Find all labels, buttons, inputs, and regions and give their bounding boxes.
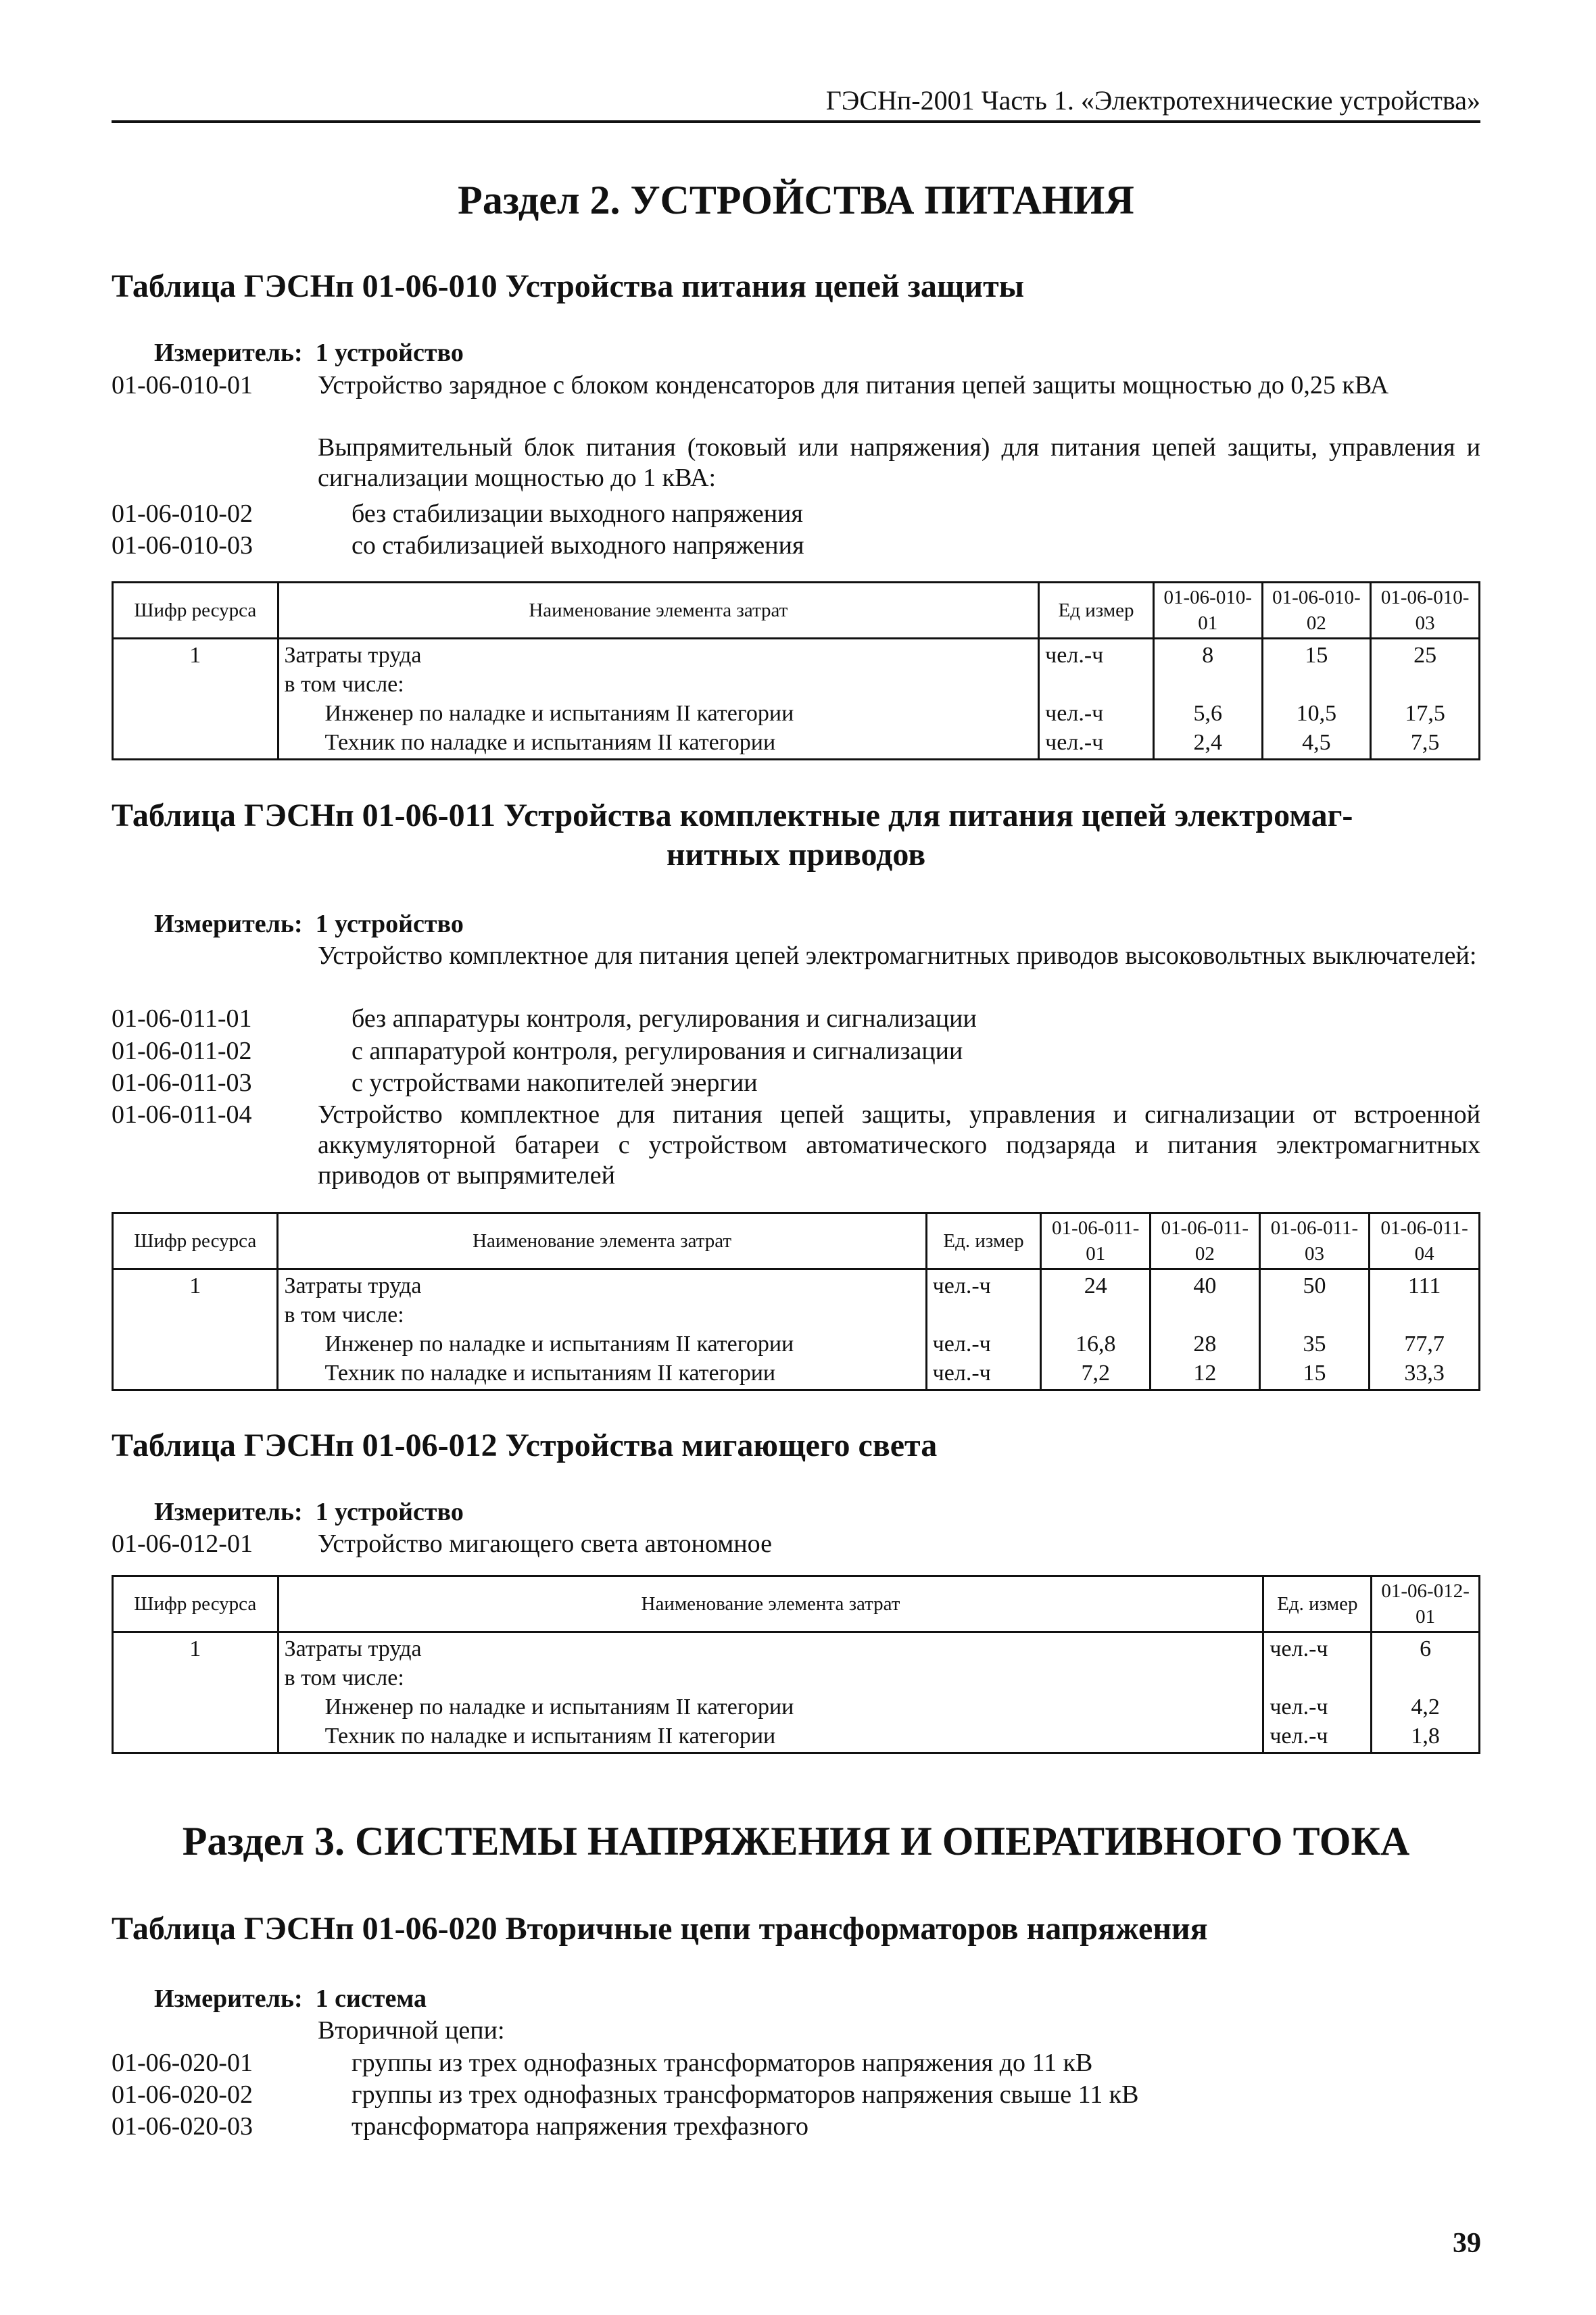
item-text: Устройство комплектное для питания цепей защиты, управления и сигнализации от встроенной аккумуляторной батареи с устройством автоматического подзаряда и питания электромагнитных приводов от выпрямителей — [318, 1100, 1480, 1190]
table-body-row — [113, 1269, 1480, 1390]
item-text: без аппаратуры контроля, регулирования и сигнализации — [352, 1004, 977, 1033]
row-value: 50 — [1303, 1273, 1326, 1298]
item-text: группы из трех однофазных трансформаторов напряжения до 11 кВ — [352, 2049, 1093, 2077]
title-line: Таблица ГЭСНп 01-06-011 Устройства комплектные для питания цепей электромаг- — [112, 798, 1353, 833]
row-name: Затраты труда — [284, 643, 422, 668]
item-code: 01-06-020-01 — [112, 2049, 253, 2077]
table-011-meter — [154, 909, 464, 939]
resource-code: 1 — [113, 1269, 278, 1390]
row-value: 7,5 — [1410, 730, 1440, 755]
table-012-title: Таблица ГЭСНп 01-06-012 Устройства мигающего света — [112, 1428, 938, 1463]
row-name: Техник по наладке и испытаниям II категории — [324, 730, 776, 755]
table-020-title: Таблица ГЭСНп 01-06-020 Вторичные цепи трансформаторов напряжения — [112, 1911, 1208, 1947]
table-010 — [112, 581, 1480, 760]
item-text: со стабилизацией выходного напряжения — [352, 531, 804, 560]
item-code: 01-06-020-03 — [112, 2112, 253, 2141]
row-unit: чел.-ч — [1269, 1636, 1328, 1661]
col-res: Шифр ресурса — [113, 1576, 279, 1632]
col-code: 01-06-011-04 — [1370, 1213, 1480, 1269]
item-code: 01-06-010-01 — [112, 371, 253, 399]
item-code: 01-06-012-01 — [112, 1530, 253, 1558]
row-unit: чел.-ч — [1045, 643, 1104, 668]
values-col — [1151, 1269, 1260, 1390]
resource-code: 1 — [113, 1632, 279, 1753]
col-code: 01-06-011-03 — [1259, 1213, 1370, 1269]
row-name: Инженер по наладке и испытаниям II категории — [324, 1695, 794, 1720]
units — [1039, 639, 1154, 760]
item-text: без стабилизации выходного напряжения — [352, 499, 803, 528]
cost-names — [278, 1632, 1263, 1753]
row-unit — [1269, 1663, 1365, 1692]
table-body-row — [113, 1632, 1480, 1753]
col-name: Наименование элемента затрат — [278, 1213, 926, 1269]
row-unit: чел.-ч — [1045, 701, 1104, 726]
row-value: 33,3 — [1404, 1361, 1445, 1386]
row-name: Техник по наладке и испытаниям II категории — [324, 1724, 776, 1749]
row-value: 5,6 — [1193, 701, 1222, 726]
col-code: 01-06-010-01 — [1153, 583, 1262, 639]
table-header-row — [113, 1213, 1480, 1269]
row-value: 17,5 — [1405, 701, 1445, 726]
row-value: 16,8 — [1075, 1332, 1116, 1357]
table-011 — [112, 1212, 1480, 1391]
meter-label: Измеритель: — [154, 1984, 303, 2013]
header-rule — [112, 120, 1480, 123]
col-code: 01-06-011-01 — [1041, 1213, 1151, 1269]
row-name: в том числе: — [284, 672, 404, 697]
values-col — [1371, 639, 1480, 760]
values-col — [1041, 1269, 1151, 1390]
item-code: 01-06-020-02 — [112, 2080, 253, 2109]
row-name: в том числе: — [284, 1302, 404, 1327]
col-name: Наименование элемента затрат — [278, 1576, 1263, 1632]
title-line: нитных приводов — [666, 837, 926, 873]
col-code: 01-06-011-02 — [1151, 1213, 1260, 1269]
item-text: трансформатора напряжения трехфазного — [352, 2112, 809, 2141]
running-header: ГЭСНп-2001 Часть 1. «Электротехнические устройства» — [825, 85, 1480, 116]
item-code: 01-06-010-03 — [112, 531, 253, 560]
meter-label: Измеритель: — [154, 1498, 303, 1526]
table-010-meter — [154, 338, 464, 368]
col-res: Шифр ресурса — [113, 1213, 278, 1269]
row-name: в том числе: — [284, 1665, 404, 1690]
section-2-title: Раздел 2. УСТРОЙСТВА ПИТАНИЯ — [458, 178, 1134, 222]
col-unit: Ед. измер — [1263, 1576, 1372, 1632]
item-code: 01-06-011-02 — [112, 1037, 252, 1065]
meter-value: 1 устройство — [315, 339, 464, 367]
values-col — [1153, 639, 1262, 760]
meter-value: 1 устройство — [315, 910, 464, 938]
table-header-row — [113, 583, 1480, 639]
row-name: Затраты труда — [284, 1636, 422, 1661]
units — [926, 1269, 1041, 1390]
table-012-meter — [154, 1497, 464, 1527]
row-value: 7,2 — [1081, 1361, 1110, 1386]
row-value: 15 — [1303, 1361, 1326, 1386]
intro-text: Вторичной цепи: — [318, 2016, 505, 2045]
row-value: 24 — [1084, 1273, 1107, 1298]
row-value: 35 — [1303, 1332, 1326, 1357]
col-code: 01-06-010-02 — [1262, 583, 1371, 639]
cost-names — [278, 1269, 926, 1390]
item-code: 01-06-010-02 — [112, 499, 253, 528]
row-name: Инженер по наладке и испытаниям II категории — [324, 1332, 794, 1357]
col-code: 01-06-010-03 — [1371, 583, 1480, 639]
item-text: группы из трех однофазных трансформаторов напряжения свыше 11 кВ — [352, 2080, 1139, 2109]
table-012 — [112, 1575, 1480, 1754]
resource-code: 1 — [113, 639, 279, 760]
row-value: 1,8 — [1411, 1724, 1440, 1749]
meter-value: 1 устройство — [315, 1498, 464, 1526]
item-text: с устройствами накопителей энергии — [352, 1069, 758, 1097]
col-res: Шифр ресурса — [113, 583, 279, 639]
item-text: Устройство мигающего света автономное — [318, 1530, 772, 1558]
row-value: 6 — [1420, 1636, 1432, 1661]
table-011-title — [112, 796, 1480, 875]
row-value: 2,4 — [1193, 730, 1222, 755]
col-name: Наименование элемента затрат — [278, 583, 1039, 639]
intro-text: Устройство комплектное для питания цепей электромагнитных приводов высоковольтных выключателей: — [318, 942, 1477, 970]
item-text: Выпрямительный блок питания (токовый или напряжения) для питания цепей защиты, управления и сигнализации мощностью до 1 кВА: — [318, 433, 1480, 492]
values-col — [1370, 1269, 1480, 1390]
item-code: 01-06-011-01 — [112, 1004, 252, 1033]
col-code: 01-06-012-01 — [1372, 1576, 1480, 1632]
row-unit: чел.-ч — [1045, 730, 1104, 755]
item-code: 01-06-011-04 — [112, 1100, 252, 1129]
table-header-row — [113, 1576, 1480, 1632]
meter-label: Измеритель: — [154, 339, 303, 367]
row-name: Инженер по наладке и испытаниям II категории — [324, 701, 794, 726]
row-unit: чел.-ч — [932, 1273, 991, 1298]
item-code: 01-06-011-03 — [112, 1069, 252, 1097]
page-number: 39 — [1453, 2228, 1481, 2259]
row-value: 4,5 — [1302, 730, 1331, 755]
units — [1263, 1632, 1372, 1753]
row-name: Техник по наладке и испытаниям II категории — [324, 1361, 776, 1386]
item-text: с аппаратурой контроля, регулирования и сигнализации — [352, 1037, 963, 1065]
section-3-title: Раздел 3. СИСТЕМЫ НАПРЯЖЕНИЯ И ОПЕРАТИВНОГО ТОКА — [182, 1819, 1410, 1863]
values-col — [1262, 639, 1371, 760]
col-unit: Ед. измер — [926, 1213, 1041, 1269]
table-010-title: Таблица ГЭСНп 01-06-010 Устройства питания цепей защиты — [112, 268, 1025, 304]
row-unit: чел.-ч — [932, 1361, 991, 1386]
table-020-meter — [154, 1984, 427, 2014]
row-value: 12 — [1193, 1361, 1217, 1386]
cost-names — [278, 639, 1039, 760]
row-unit: чел.-ч — [1269, 1724, 1328, 1749]
row-unit: чел.-ч — [1269, 1695, 1328, 1720]
col-unit: Ед измер — [1039, 583, 1154, 639]
row-value: 25 — [1413, 643, 1437, 668]
values-col — [1259, 1269, 1370, 1390]
values-col — [1372, 1632, 1480, 1753]
item-text: Устройство зарядное с блоком конденсаторов для питания цепей защиты мощностью до 0,25 кВА — [318, 371, 1389, 399]
row-unit: чел.-ч — [932, 1332, 991, 1357]
meter-label: Измеритель: — [154, 910, 303, 938]
row-value: 77,7 — [1404, 1332, 1445, 1357]
row-value: 15 — [1305, 643, 1328, 668]
row-value: 8 — [1202, 643, 1214, 668]
row-value: 40 — [1193, 1273, 1217, 1298]
row-value: 4,2 — [1411, 1695, 1440, 1720]
row-value: 28 — [1193, 1332, 1217, 1357]
row-unit — [933, 1300, 1035, 1330]
meter-value: 1 система — [315, 1984, 427, 2013]
row-unit — [1045, 670, 1147, 699]
row-value: 10,5 — [1296, 701, 1337, 726]
table-body-row — [113, 639, 1480, 760]
row-name: Затраты труда — [284, 1273, 422, 1298]
row-value: 111 — [1407, 1273, 1441, 1298]
